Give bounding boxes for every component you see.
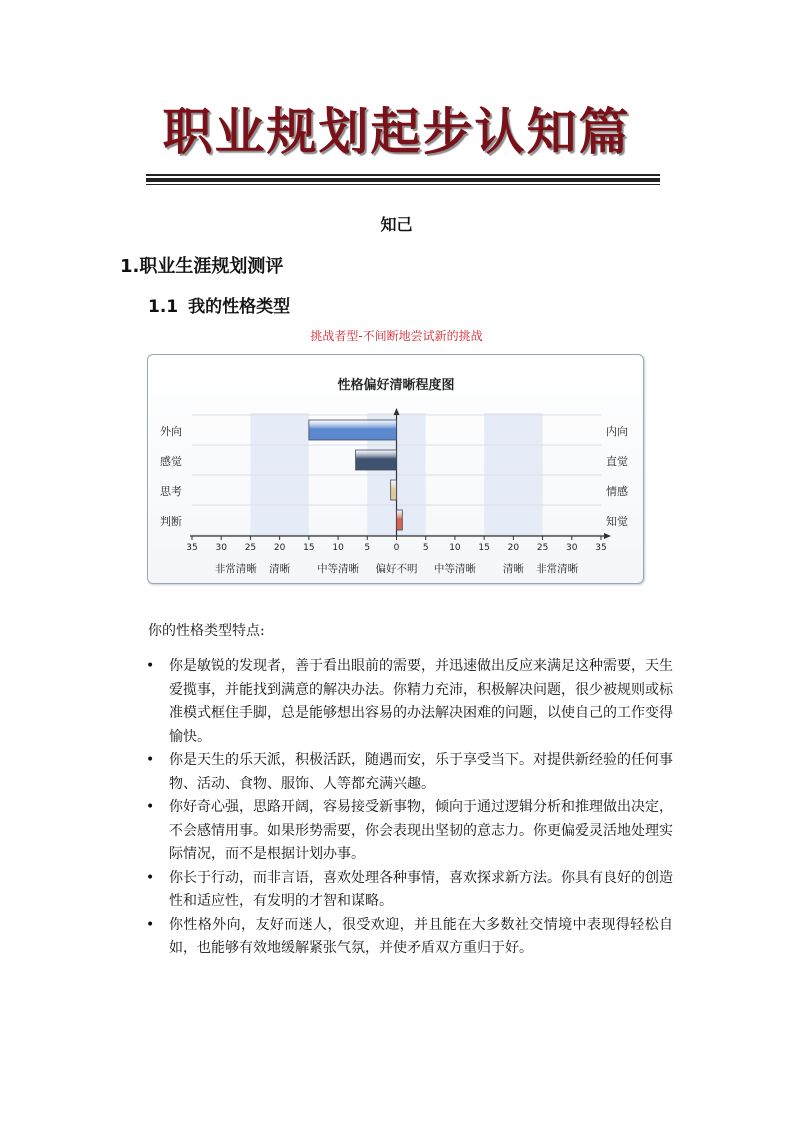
preference-bar: [391, 480, 397, 500]
traits-list: [143, 655, 673, 961]
x-tick-label: 0: [393, 543, 400, 553]
page-title: 职业规划起步认知篇: [162, 102, 631, 161]
x-tick-label: 25: [244, 543, 257, 553]
x-tick-label: 20: [507, 543, 520, 553]
title-divider: [146, 174, 660, 185]
trait-item: [143, 914, 673, 961]
bullet-icon: •: [146, 658, 155, 674]
trait-text: 你是敏锐的发现者，善于看出眼前的需要，并迅速做出反应来满足这种需要，天生爱揽事，并能找到满意的解决办法。你精力充沛，积极解决问题，很少被规则或标准模式框住手脚，总是能够想出容易的办法解决困难的问题，以使自己的工作变得愉快。: [169, 658, 673, 745]
trait-text: 你好奇心强，思路开阔，容易接受新事物，倾向于通过逻辑分析和推理做出决定，不会感情用事。如果形势需要，你会表现出坚韧的意志力。你更偏爱灵活地处理实际情况，而不是根据计划办事。: [169, 799, 673, 862]
preference-bar: [356, 450, 397, 470]
trait-text: 你是天生的乐天派，积极活跃，随遇而安，乐于享受当下。对提供新经验的任何事物、活动、食物、服饰、人等都充满兴趣。: [169, 752, 673, 792]
right-preference-label: 情感: [606, 485, 628, 498]
heading-2-text: 我的性格类型: [188, 297, 291, 317]
right-preference-label: 直觉: [606, 455, 628, 468]
preference-bar: [397, 510, 403, 530]
right-preference-label: 知觉: [606, 515, 628, 528]
traits-intro: 你的性格类型特点:: [148, 623, 265, 639]
heading-2-number: 1.1: [148, 297, 179, 317]
preference-bar: [309, 420, 397, 440]
chart-canvas: [148, 355, 645, 585]
clarity-label: 非常清晰: [214, 563, 257, 575]
trait-item: [143, 655, 673, 749]
x-tick-label: 15: [303, 543, 315, 553]
x-tick-label: 5: [364, 543, 371, 553]
section-title: 知己: [380, 215, 413, 234]
bullet-icon: •: [146, 869, 155, 886]
trait-item: [143, 796, 673, 867]
clarity-label: 中等清晰: [433, 563, 476, 575]
x-tick-label: 35: [595, 543, 607, 553]
x-tick-label: 10: [332, 543, 344, 553]
up-arrow-icon: [394, 408, 400, 415]
clarity-label: 中等清晰: [317, 563, 360, 575]
left-preference-label: 判断: [160, 515, 182, 528]
clarity-label: 清晰: [502, 563, 524, 575]
x-tick-label: 20: [273, 543, 286, 553]
x-tick-label: 25: [536, 543, 549, 553]
right-arrow-icon: [604, 533, 611, 539]
bullet-icon: •: [146, 752, 155, 768]
left-preference-label: 思考: [160, 485, 182, 498]
x-tick-label: 5: [422, 543, 429, 553]
left-preference-label: 外向: [160, 425, 182, 438]
preference-clarity-chart: [147, 354, 644, 584]
bullet-icon: •: [146, 799, 155, 815]
left-preference-label: 感觉: [160, 455, 182, 468]
clarity-label: 清晰: [269, 563, 291, 575]
bullet-icon: •: [146, 916, 155, 933]
x-tick-label: 10: [449, 543, 461, 553]
heading-1: 1.职业生涯规划测评: [120, 256, 284, 277]
trait-text: 你性格外向，友好而迷人，很受欢迎，并且能在大多数社交情境中表现得轻松自如，也能够有效地缓解紧张气氛，并使矛盾双方重归于好。: [169, 916, 673, 956]
right-preference-label: 内向: [606, 425, 628, 438]
trait-text: 你长于行动，而非言语，喜欢处理各种事情，喜欢探求新方法。你具有良好的创造性和适应性，有发明的才智和谋略。: [169, 869, 673, 909]
personality-type-caption: 挑战者型-不间断地尝试新的挑战: [310, 329, 483, 343]
x-tick-label: 15: [478, 543, 490, 553]
clarity-label: 非常清晰: [536, 563, 579, 575]
clarity-label: 偏好不明: [375, 563, 418, 575]
x-tick-label: 35: [186, 543, 198, 553]
trait-item: [143, 867, 673, 914]
x-tick-label: 30: [566, 543, 578, 553]
chart-title: 性格偏好清晰程度图: [337, 378, 455, 393]
x-tick-label: 30: [215, 543, 227, 553]
heading-2: [148, 292, 290, 317]
trait-item: [143, 749, 673, 796]
